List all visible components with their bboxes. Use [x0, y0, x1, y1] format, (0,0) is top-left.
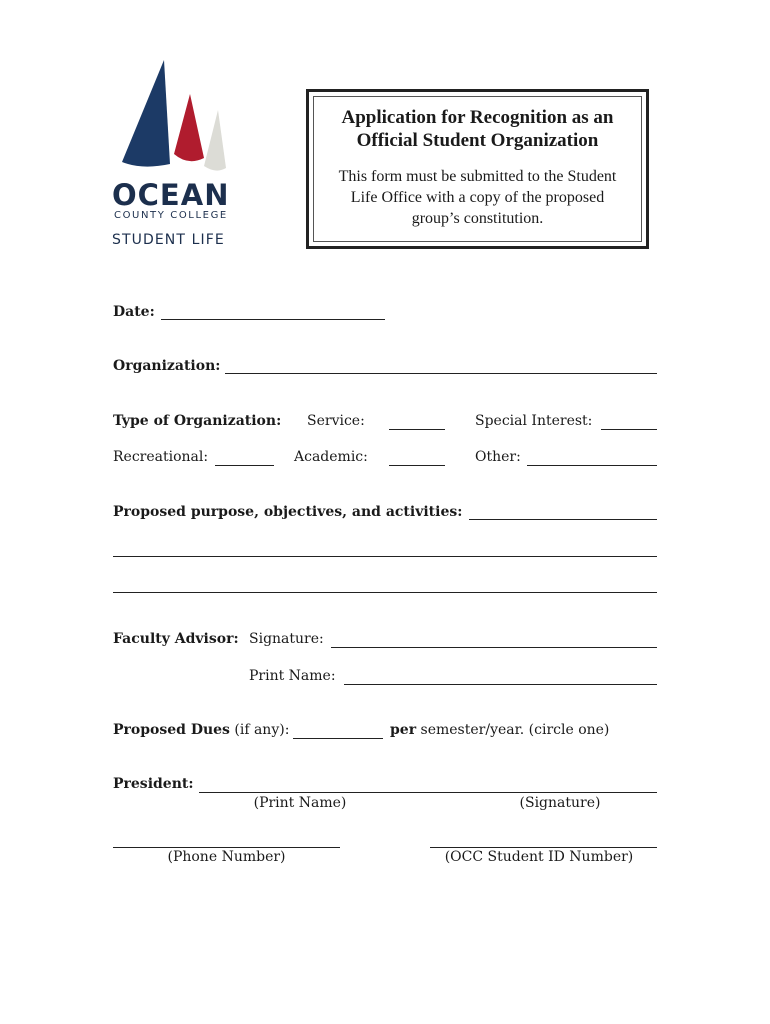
organization-label: Organization: [113, 358, 221, 374]
title-box [306, 89, 649, 249]
other-field[interactable] [527, 465, 657, 466]
dues-per-label: per [390, 722, 417, 738]
advisor-signature-label: Signature: [249, 631, 324, 647]
president-field[interactable] [199, 792, 657, 793]
dues-period-text: semester/year. (circle one) [420, 722, 610, 738]
sails-logo-icon [112, 58, 242, 183]
date-label: Date: [113, 304, 155, 320]
purpose-field-line-1[interactable] [469, 519, 657, 520]
student-id-field[interactable] [430, 847, 657, 848]
signature-caption: (Signature) [519, 795, 601, 811]
recreational-field[interactable] [215, 465, 274, 466]
academic-label: Academic: [294, 449, 368, 465]
proposed-dues-row [113, 722, 289, 738]
ocean-county-college-logo [112, 58, 242, 258]
form-title: Application for Recognition as an Official Student Organization [341, 107, 614, 151]
dues-period-row [390, 722, 609, 738]
purpose-field-line-2[interactable] [113, 556, 657, 557]
logo-brand: OCEAN [112, 178, 230, 212]
print-name-caption: (Print Name) [253, 795, 347, 811]
logo-department: STUDENT LIFE [112, 232, 225, 248]
service-field[interactable] [389, 429, 445, 430]
form-instructions: This form must be submitted to the Student Life Office with a copy of the proposed group’s constitution. [338, 168, 617, 227]
purpose-label: Proposed purpose, objectives, and activities: [113, 504, 463, 520]
advisor-signature-field[interactable] [331, 647, 657, 648]
dues-amount-field[interactable] [293, 738, 383, 739]
phone-number-caption: (Phone Number) [167, 849, 286, 865]
organization-field[interactable] [225, 373, 657, 374]
purpose-field-line-3[interactable] [113, 592, 657, 593]
recreational-label: Recreational: [113, 449, 209, 465]
logo-subtitle: COUNTY COLLEGE [114, 210, 228, 221]
phone-number-field[interactable] [113, 847, 340, 848]
advisor-print-name-field[interactable] [344, 684, 657, 685]
date-field[interactable] [161, 319, 385, 320]
service-label: Service: [307, 413, 365, 429]
dues-qualifier: (if any): [234, 722, 290, 738]
special-interest-field[interactable] [601, 429, 657, 430]
president-label: President: [113, 776, 194, 792]
academic-field[interactable] [389, 465, 445, 466]
advisor-print-name-label: Print Name: [249, 668, 336, 684]
proposed-dues-label: Proposed Dues [113, 722, 230, 738]
other-label: Other: [475, 449, 521, 465]
student-id-caption: (OCC Student ID Number) [444, 849, 634, 865]
faculty-advisor-label: Faculty Advisor: [113, 631, 239, 647]
type-of-organization-label: Type of Organization: [113, 413, 282, 429]
special-interest-label: Special Interest: [475, 413, 593, 429]
